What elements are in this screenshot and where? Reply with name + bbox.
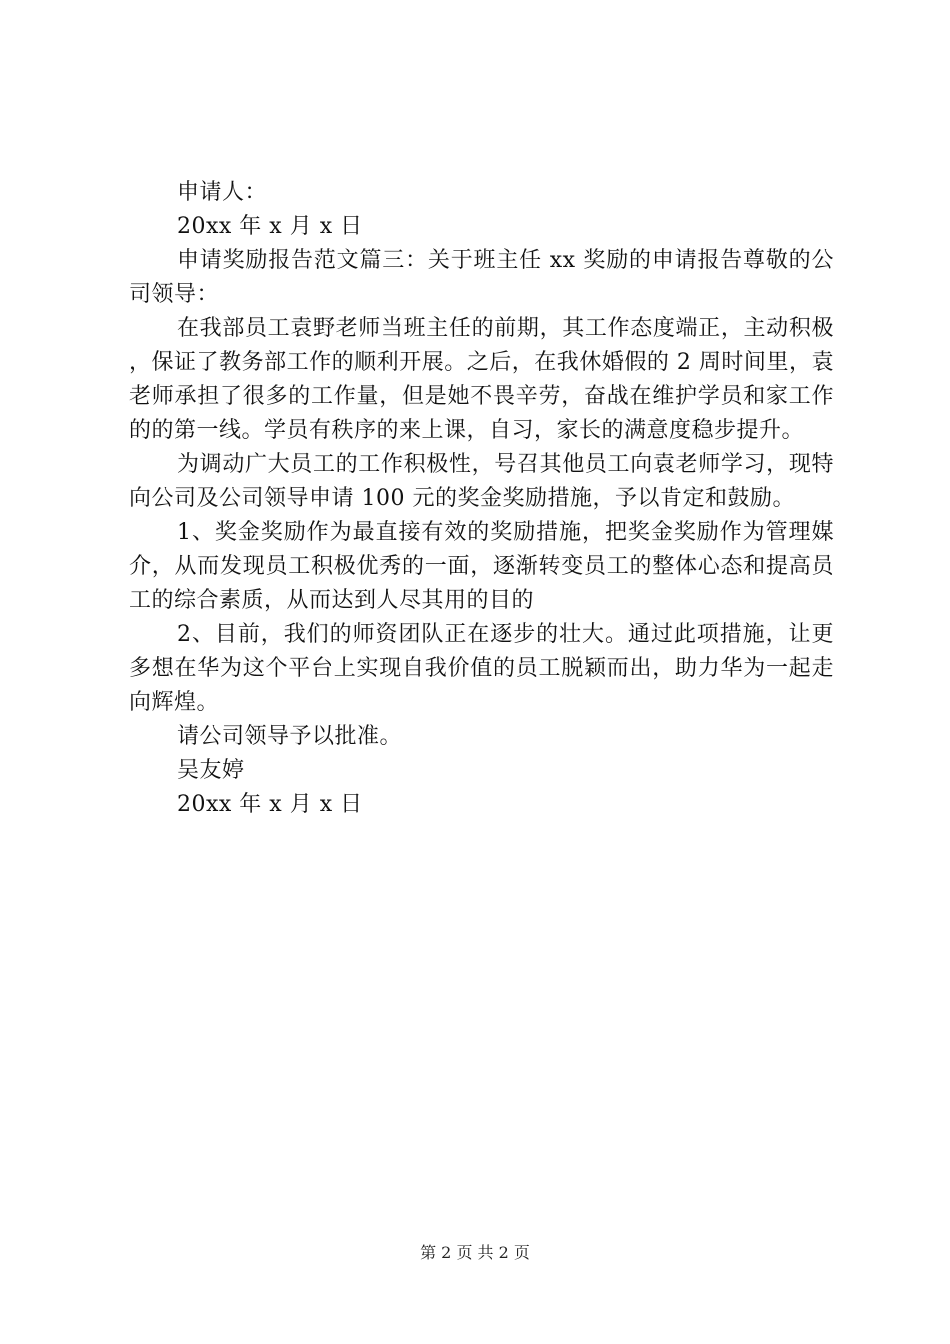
closing-line: 请公司领导予以批准。 xyxy=(177,724,403,749)
body-paragraph-3: 1、奖金奖励作为最直接有效的奖励措施，把奖金奖励作为管理媒介，从而发现员工积极优秀的一面，逐渐转变员工的整体心态和提高员工的综合素质，从而达到人尽其用的目的 xyxy=(129,520,834,613)
signer-name: 吴友婷 xyxy=(177,758,245,783)
body-paragraph-1: 在我部员工袁野老师当班主任的前期，其工作态度端正，主动积极，保证了教务部工作的顺利开展。之后，在我休婚假的 2 周时间里，袁老师承担了很多的工作量，但是她不畏辛劳，奋战在维护学员和家工作的的第一线。学员有秩序的来上课，自习，家长的满意度稳步提升。 xyxy=(129,316,834,443)
applicant-label: 申请人： xyxy=(177,180,268,205)
body-paragraph-2: 为调动广大员工的工作积极性，号召其他员工向袁老师学习，现特向公司及公司领导申请 100 元的奖金奖励措施，予以肯定和鼓励。 xyxy=(129,452,834,511)
document-body xyxy=(129,176,834,822)
body-paragraph-4: 2、目前，我们的师资团队正在逐步的壮大。通过此项措施，让更多想在华为这个平台上实现自我价值的员工脱颖而出，助力华为一起走向辉煌。 xyxy=(129,622,834,715)
heading-paragraph: 申请奖励报告范文篇三：关于班主任 xx 奖励的申请报告尊敬的公司领导： xyxy=(129,248,834,307)
date-line-1: 20xx 年 x 月 x 日 xyxy=(177,214,363,239)
page-footer: 第 2 页 共 2 页 xyxy=(420,1243,530,1262)
date-line-2: 20xx 年 x 月 x 日 xyxy=(177,792,363,817)
